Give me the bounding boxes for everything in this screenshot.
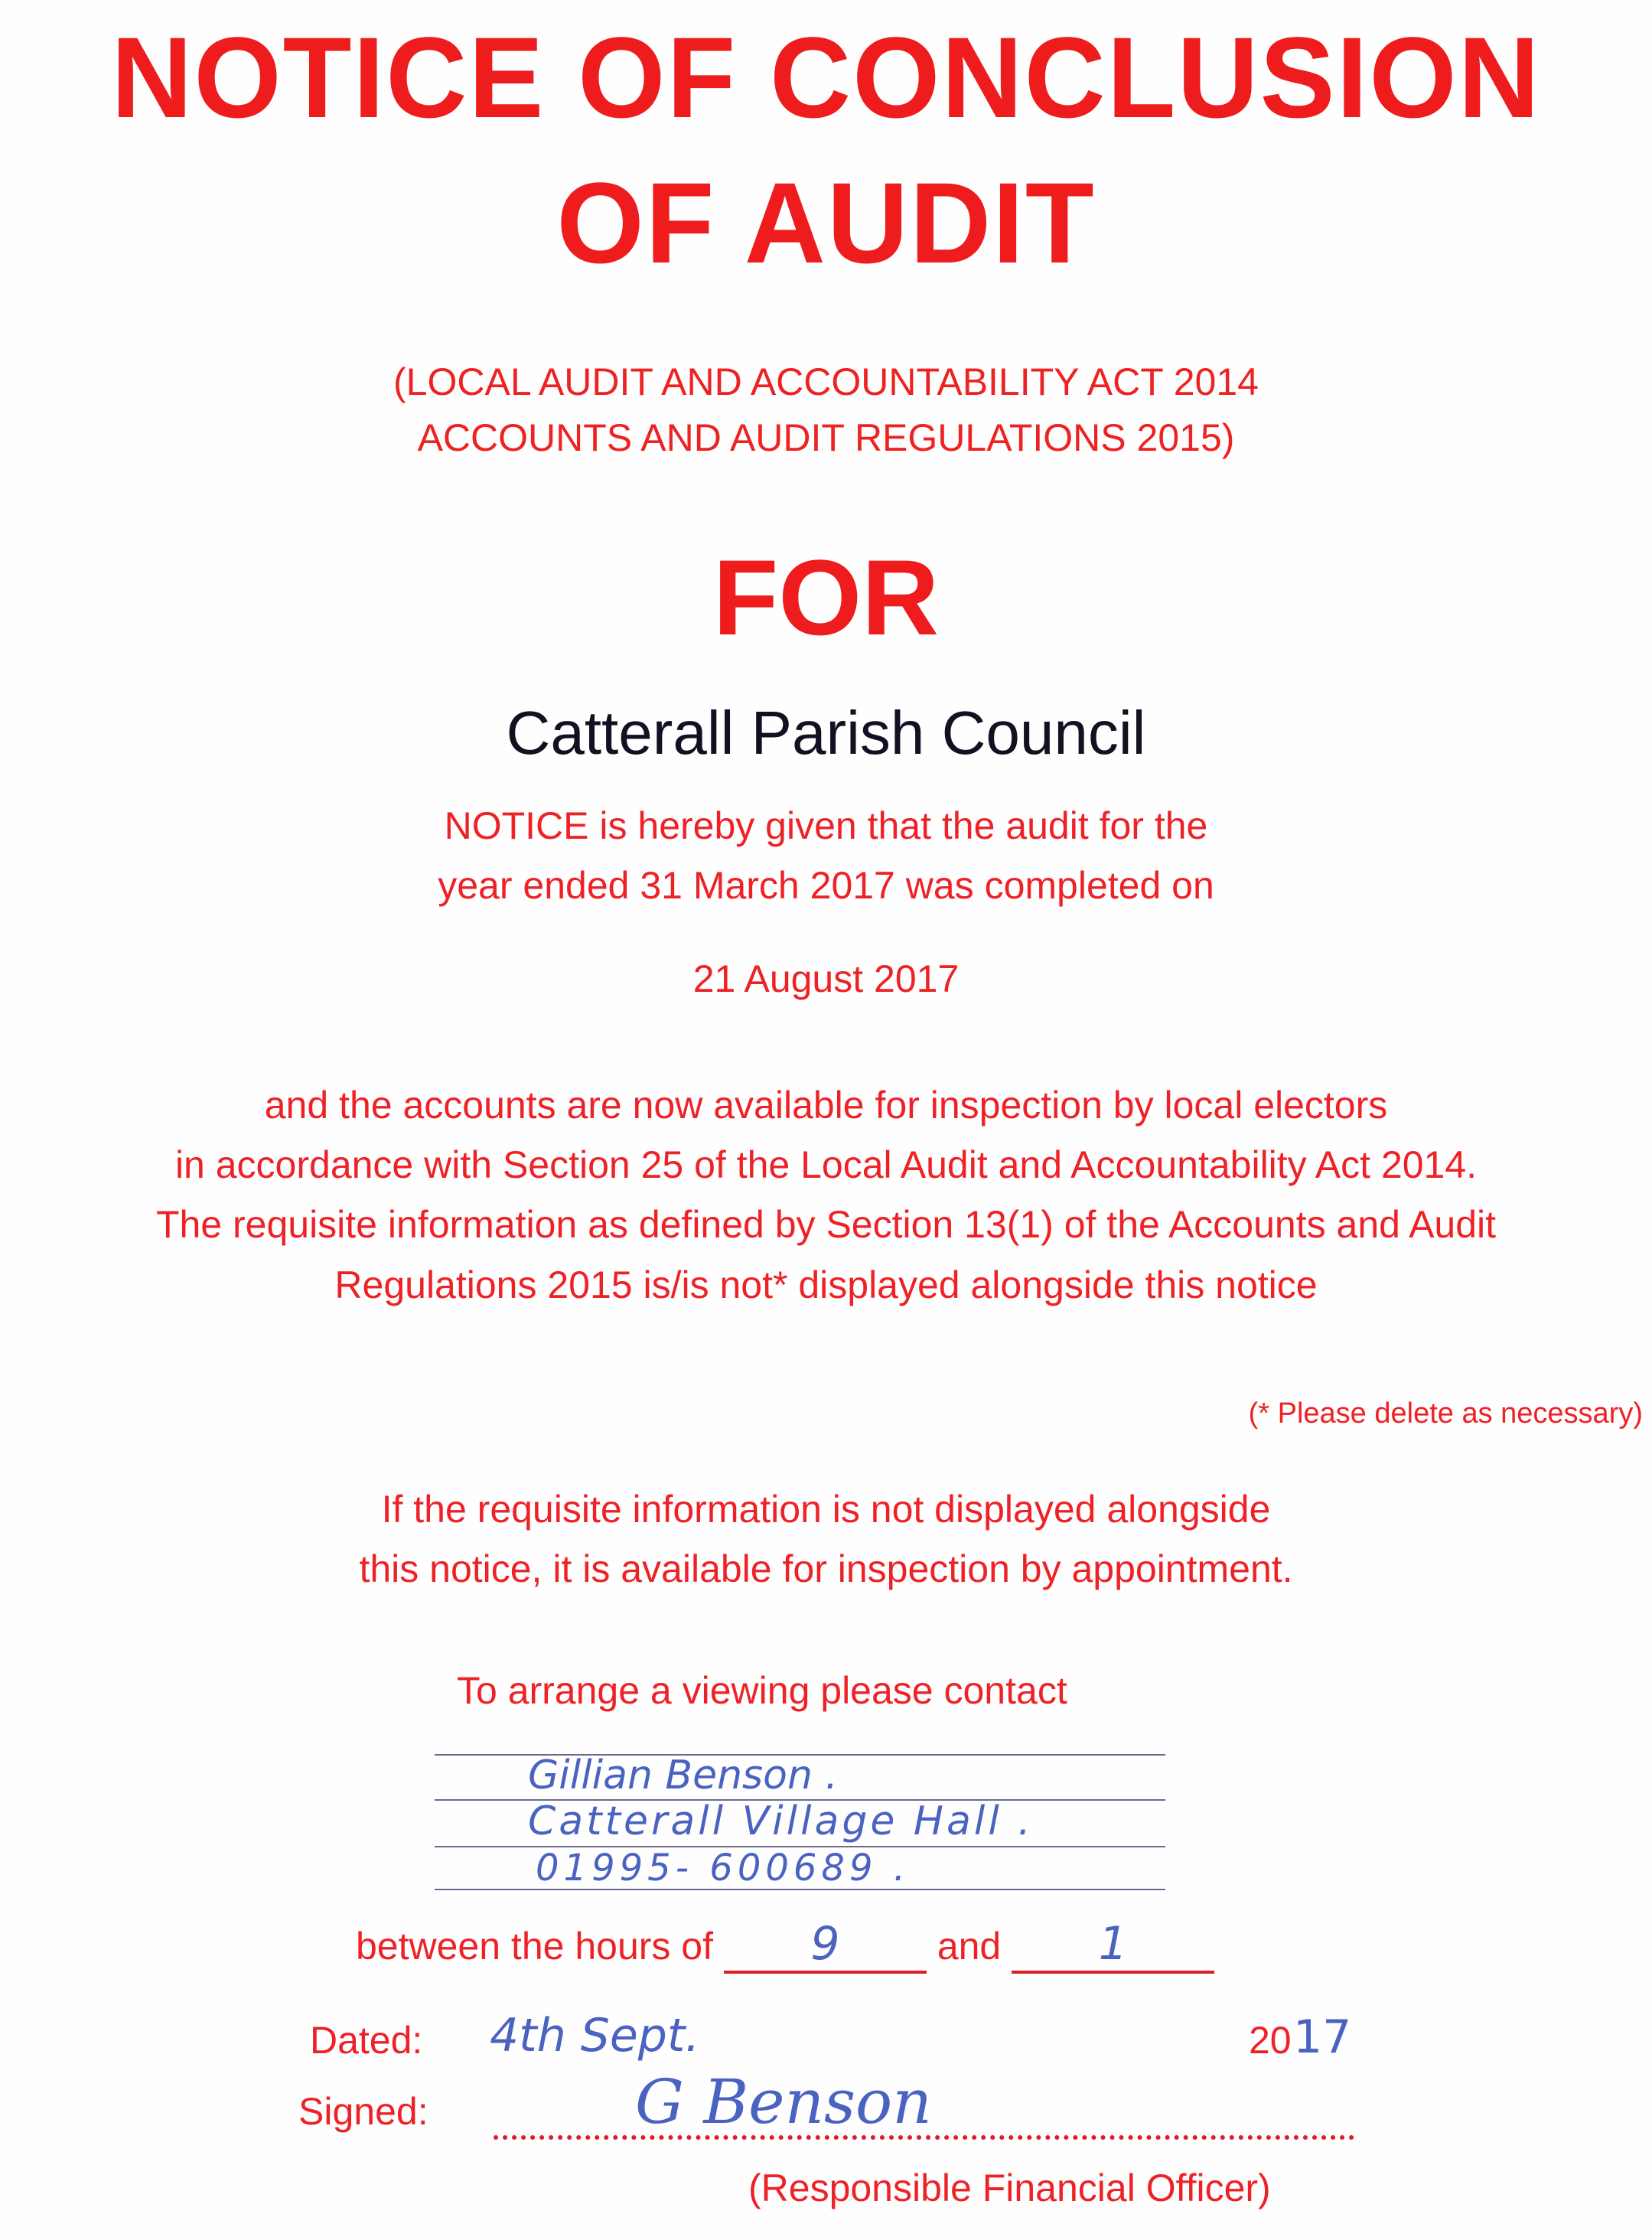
availability-line1: and the accounts are now available for inspection by local electors	[264, 1084, 1388, 1127]
signature-line	[494, 2135, 1354, 2140]
contact-location[interactable]: Catterall Village Hall .	[528, 1798, 1034, 1844]
notice-title-line1: NOTICE OF CONCLUSION	[111, 13, 1541, 142]
footnote: (* Please delete as necessary)	[1248, 1397, 1643, 1430]
completion-date: 21 August 2017	[692, 957, 960, 1000]
contact-phone[interactable]: 01995- 600689 .	[536, 1847, 911, 1889]
for-label: FOR	[712, 537, 940, 657]
hours-joiner: and	[937, 1925, 1002, 1968]
availability-line4: Regulations 2015 is/is not* displayed alongside this notice	[334, 1263, 1318, 1306]
appointment-line2: this notice, it is available for inspection by appointment.	[359, 1547, 1293, 1590]
hours-prefix: between the hours of	[356, 1925, 713, 1968]
contact-prompt: To arrange a viewing please contact	[457, 1669, 1067, 1712]
signed-label: Signed:	[298, 2090, 428, 2133]
year-handwritten[interactable]: 17	[1293, 2010, 1352, 2064]
legislation-line2: ACCOUNTS AND AUDIT REGULATIONS 2015)	[417, 416, 1235, 459]
hours-from-field[interactable]	[724, 1917, 927, 1974]
year-printed: 20	[1249, 2019, 1292, 2062]
dated-value[interactable]: 4th Sept.	[490, 2009, 700, 2062]
notice-line2: year ended 31 March 2017 was completed on	[438, 864, 1214, 907]
availability-line3: The requisite information as defined by Section 13(1) of the Accounts and Audit	[155, 1203, 1497, 1246]
signature[interactable]: G Benson	[635, 2066, 932, 2137]
dated-label: Dated:	[310, 2019, 423, 2062]
council-name: Catterall Parish Council	[506, 699, 1146, 767]
hours-from-value: 9	[810, 1917, 840, 1971]
hours-row	[356, 1917, 1214, 1974]
legislation-line1: (LOCAL AUDIT AND ACCOUNTABILITY ACT 2014	[393, 360, 1259, 403]
notice-line1: NOTICE is hereby given that the audit for the	[444, 804, 1208, 847]
availability-line2: in accordance with Section 25 of the Local Audit and Accountability Act 2014.	[174, 1143, 1478, 1186]
contact-name[interactable]: Gillian Benson .	[528, 1753, 838, 1798]
signatory-role: (Responsible Financial Officer)	[748, 2167, 1271, 2209]
hours-to-field[interactable]	[1012, 1917, 1214, 1974]
appointment-line1: If the requisite information is not displayed alongside	[381, 1488, 1271, 1531]
hours-to-value: 1	[1098, 1917, 1128, 1971]
notice-title-line2: OF AUDIT	[556, 158, 1096, 287]
